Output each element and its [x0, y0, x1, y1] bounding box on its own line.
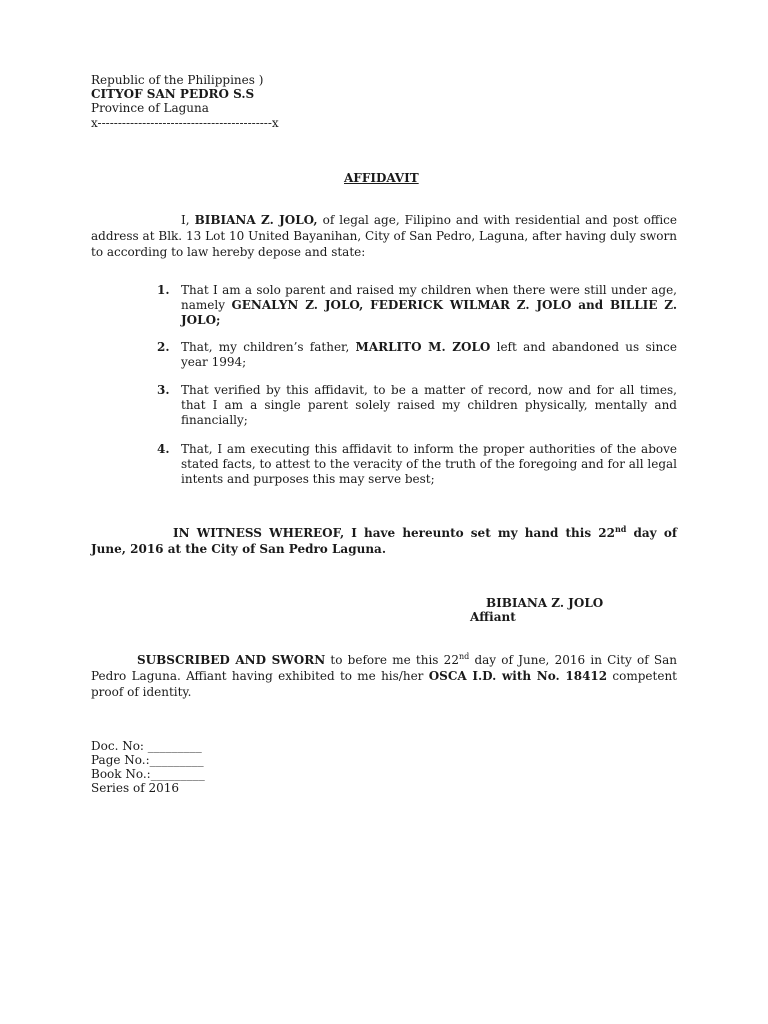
header-province: Province of Laguna: [91, 101, 209, 115]
intro-prefix: I,: [181, 213, 195, 227]
item-text-part: left and abandoned us since year 1994;: [181, 340, 677, 369]
item-text: [181, 340, 677, 370]
item-text: [181, 442, 677, 487]
item-text-part: That I am a solo parent and raised my children when there were still under age, namely: [181, 283, 677, 312]
series-year: Series of 2016: [91, 781, 179, 795]
children-names: GENALYN Z. JOLO, FEDERICK WILMAR Z. JOLO and BILLIE Z. JOLO;: [181, 298, 677, 327]
item-number: 2.: [157, 340, 170, 354]
witness-ordinal: nd: [614, 524, 627, 534]
jurat-text: day of June, 2016 in City of San Pedro Laguna. Affiant having exhibited to me his/her: [91, 653, 678, 683]
witness-text: day of June, 2016 at the City of San Pedro Laguna.: [91, 526, 677, 556]
jurat-text: to before me this 22: [325, 653, 459, 667]
page-number: Page No.:_________: [91, 753, 204, 767]
item-text: [181, 383, 677, 428]
jurat-ordinal: nd: [458, 652, 470, 661]
jurat-heading: SUBSCRIBED AND SWORN: [137, 653, 326, 667]
item-text-part: That, my children’s father,: [181, 340, 356, 354]
item-text-part: That, I am executing this affidavit to inform the proper authorities of the above stated facts, to attest to the veracity of the truth of the foregoing and for all legal intents and purposes this may serve best;: [181, 442, 677, 486]
jurat-paragraph: [91, 652, 677, 700]
signature-role: Affiant: [470, 610, 516, 624]
osca-id: OSCA I.D. with No. 18412: [428, 669, 608, 683]
item-text-part: That verified by this affidavit, to be a matter of record, now and for all times, that I am a single parent solely raised my children physically, mentally and financially;: [181, 383, 677, 427]
witness-paragraph: [91, 525, 677, 557]
item-number: 4.: [157, 442, 170, 456]
header-republic: Republic of the Philippines ): [91, 73, 264, 87]
witness-text: IN WITNESS WHEREOF, I have hereunto set my hand this 22: [173, 526, 615, 540]
item-text: [181, 283, 677, 328]
intro-paragraph: [91, 212, 677, 260]
header-separator: x-------------------------------------------x: [91, 116, 279, 130]
document-title: AFFIDAVIT: [344, 171, 419, 185]
doc-number: Doc. No: _________: [91, 739, 202, 753]
signature-name: BIBIANA Z. JOLO: [486, 596, 604, 610]
item-number: 1.: [157, 283, 170, 297]
intro-text: of legal age, Filipino and with residential and post office address at Blk. 13 Lot 10 United Bayanihan, City of San Pedro, Laguna, after having duly sworn to according to law hereby depose and state:: [91, 213, 677, 259]
affiant-name-intro: BIBIANA Z. JOLO,: [194, 213, 318, 227]
father-name: MARLITO M. ZOLO: [355, 340, 491, 354]
item-number: 3.: [157, 383, 170, 397]
book-number: Book No.:_________: [91, 767, 205, 781]
jurat-text: competent proof of identity.: [91, 669, 677, 699]
header-city: CITYOF SAN PEDRO S.S: [91, 87, 255, 101]
